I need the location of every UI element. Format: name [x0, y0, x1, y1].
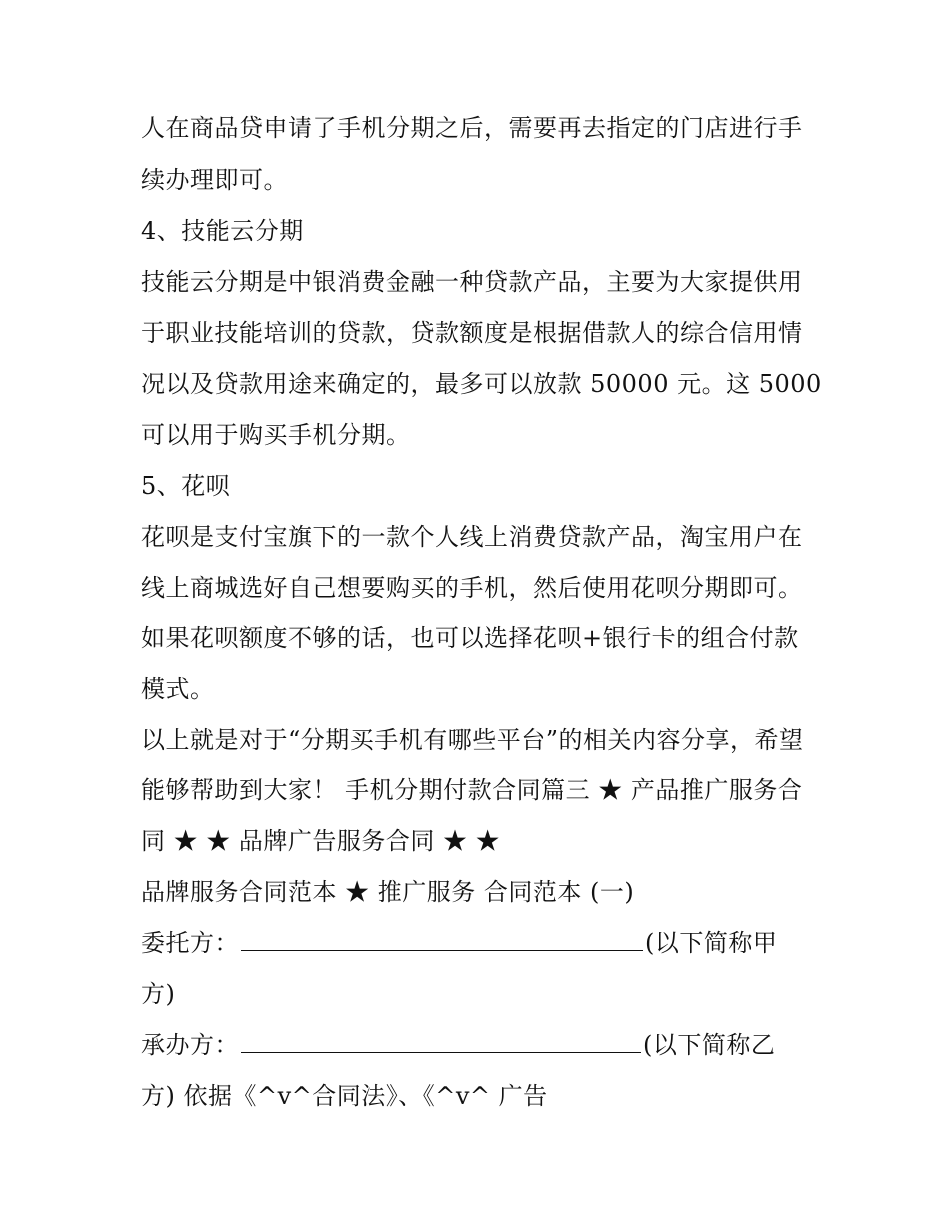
- paragraph-line: 花呗是支付宝旗下的一款个人线上消费贷款产品，淘宝用户在: [141, 523, 803, 551]
- paragraph-line: 线上商城选好自己想要购买的手机，然后使用花呗分期即可。: [141, 574, 803, 602]
- section-heading: 4、技能云分期: [141, 217, 304, 245]
- paragraph-line: 续办理即可。: [141, 166, 288, 194]
- paragraph-line: 能够帮助到大家！ 手机分期付款合同篇三 ★ 产品推广服务合: [141, 776, 803, 804]
- paragraph-line: 可以用于购买手机分期。: [141, 421, 411, 449]
- paragraph-line: 况以及贷款用途来确定的，最多可以放款 50000 元。这 5000: [141, 370, 822, 398]
- paragraph-line: 如果花呗额度不够的话，也可以选择花呗+银行卡的组合付款: [141, 624, 799, 652]
- party-b-continuation: 方) 依据《^v^合同法》、《^v^ 广告: [141, 1082, 548, 1110]
- section-heading: 5、花呗: [141, 472, 231, 500]
- paragraph-line: 于职业技能培训的贷款，贷款额度是根据借款人的综合信用情: [141, 319, 803, 347]
- paragraph-line: 技能云分期是中银消费金融一种贷款产品，主要为大家提供用: [141, 268, 803, 296]
- party-a-label: 委托方：: [141, 929, 239, 957]
- paragraph-line: 同 ★ ★ 品牌广告服务合同 ★ ★: [141, 827, 501, 855]
- party-a-line: [141, 923, 777, 963]
- party-b-suffix: (以下简称乙: [643, 1031, 776, 1059]
- paragraph-line: 以上就是对于“分期买手机有哪些平台”的相关内容分享，希望: [141, 726, 804, 754]
- party-b-blank: [241, 1026, 641, 1053]
- party-b-line: [141, 1025, 775, 1065]
- paragraph-line: 模式。: [141, 675, 215, 703]
- contract-title-line: 品牌服务合同范本 ★ 推广服务 合同范本 (一): [141, 878, 635, 906]
- party-a-suffix: (以下简称甲: [645, 929, 778, 957]
- party-a-continuation: 方): [141, 980, 176, 1008]
- party-b-label: 承办方：: [141, 1031, 239, 1059]
- party-a-blank: [241, 924, 643, 951]
- paragraph-line: 人在商品贷申请了手机分期之后，需要再去指定的门店进行手: [141, 114, 803, 142]
